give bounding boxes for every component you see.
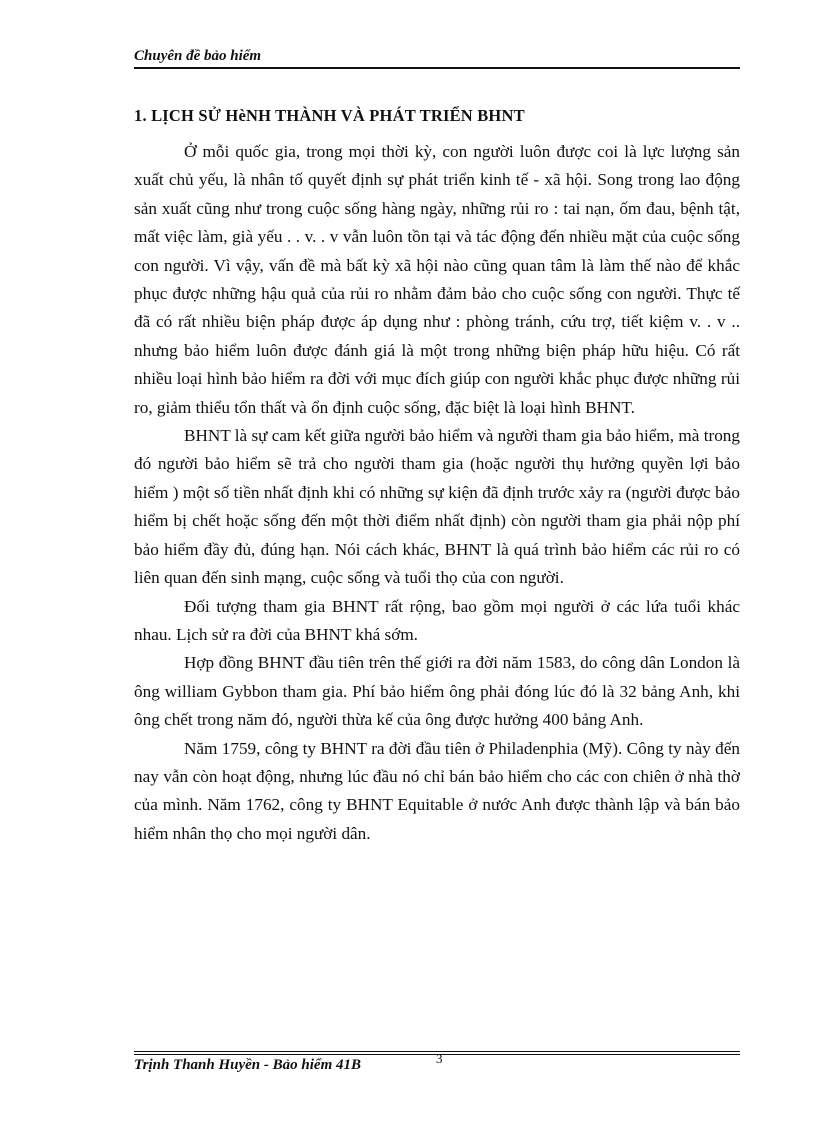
body-text (134, 138, 740, 848)
header-title: Chuyên đề bảo hiểm (134, 48, 262, 64)
paragraph: Đối tượng tham gia BHNT rất rộng, bao gồm mọi người ở các lứa tuổi khác nhau. Lịch sử ra đời của BHNT khá sớm. (134, 596, 740, 644)
paragraph: Hợp đồng BHNT đầu tiên trên thế giới ra đời năm 1583, do công dân London là ông william Gybbon tham gia. Phí bảo hiểm ông phải đóng lúc đó là 32 bảng Anh, khi ông chết trong năm đó, người thừa kế của ông được hưởng 400 bảng Anh. (134, 653, 740, 730)
paragraph: Năm 1759, công ty BHNT ra đời đầu tiên ở Philadenphia (Mỹ). Công ty này đến nay vẫn còn hoạt động, nhưng lúc đầu nó chỉ bán bảo hiểm cho các con chiên ở nhà thờ của mình. Năm 1762, công ty BHNT Equitable ở nước Anh được thành lập và bán bảo hiểm nhân thọ cho mọi người dân. (134, 738, 740, 843)
page-number: 3 (436, 1051, 443, 1066)
section-heading: 1. LỊCH SỬ HèNH THÀNH VÀ PHÁT TRIỂN BHNT (134, 106, 525, 125)
paragraph: BHNT là sự cam kết giữa người bảo hiểm và người tham gia bảo hiểm, mà trong đó người bảo hiểm sẽ trả cho người tham gia (hoặc người thụ hưởng quyền lợi bảo hiểm ) một số tiền nhất định khi có những sự kiện đã định trước xảy ra (người được bảo hiểm bị chết hoặc sống đến một thời điểm nhất định) còn người tham gia phải nộp phí bảo hiểm đầy đủ, đúng hạn. Nói cách khác, BHNT là quá trình bảo hiểm các rủi ro có liên quan đến sinh mạng, cuộc sống và tuổi thọ của con người. (134, 426, 740, 588)
footer-author: Trịnh Thanh Huyền - Bảo hiểm 41B (134, 1057, 361, 1073)
header-rule (134, 67, 740, 69)
paragraph: Ở mỗi quốc gia, trong mọi thời kỳ, con người luôn được coi là lực lượng sản xuất chủ yếu, là nhân tố quyết định sự phát triển kinh tế - xã hội. Song trong lao động sản xuất cũng như trong cuộc sống hàng ngày, những rủi ro : tai nạn, ốm đau, bệnh tật, mất việc làm, già yếu . . v. . v vẫn luôn tồn tại và tác động đến nhiều mặt của cuộc sống con người. Vì vậy, vấn đề mà bất kỳ xã hội nào cũng quan tâm là làm thế nào để khắc phục được những hậu quả của rủi ro nhằm đảm bảo cho cuộc sống con người. Thực tế đã có rất nhiều biện pháp được áp dụng như : phòng tránh, cứu trợ, tiết kiệm v. . v .. nhưng bảo hiểm luôn được đánh giá là một trong những biện pháp hữu hiệu. Có rất nhiều loại hình bảo hiểm ra đời với mục đích giúp con người khắc phục được những rủi ro, giảm thiểu tổn thất và ổn định cuộc sống, đặc biệt là loại hình BHNT. (134, 142, 740, 417)
